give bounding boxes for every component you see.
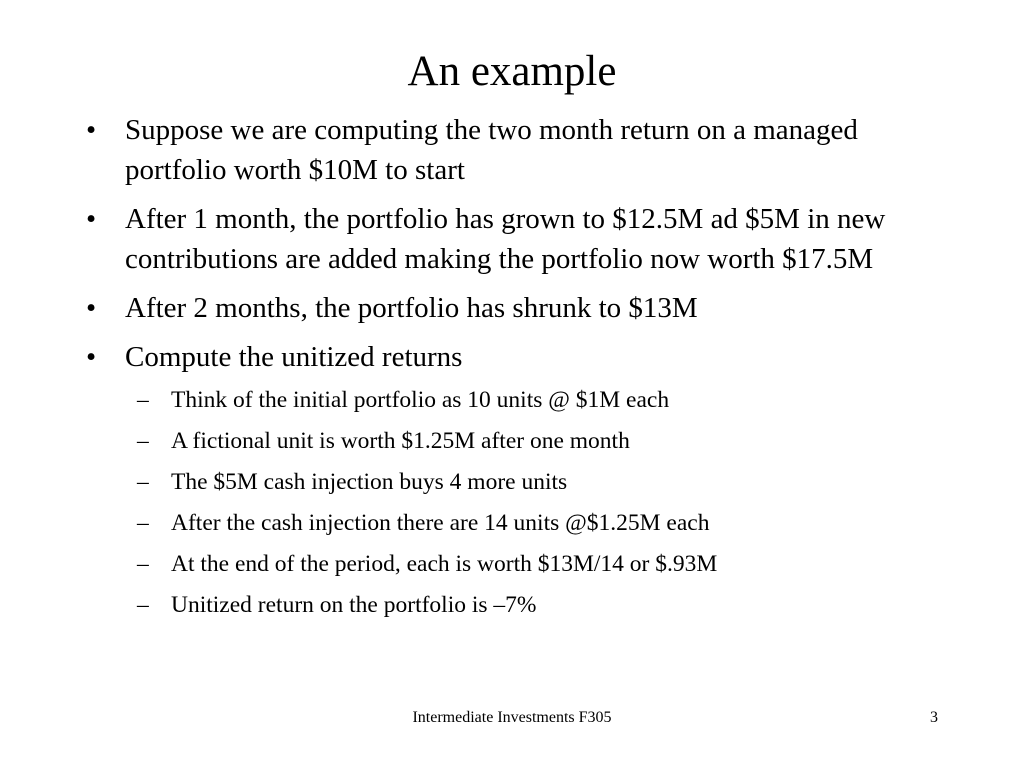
sub-bullet-marker: – <box>137 428 149 454</box>
sub-bullet-item <box>0 508 945 539</box>
sub-bullet-marker: – <box>137 551 149 577</box>
bullet-text: After 1 month, the portfolio has grown to $12.5M ad $5M in new contributions are added making the portfolio now worth $17.5M <box>125 203 886 275</box>
bullet-item <box>0 199 945 279</box>
sub-bullet-text: The $5M cash injection buys 4 more units <box>171 469 568 495</box>
sub-bullet-marker: – <box>137 469 149 495</box>
bullet-item <box>0 337 945 621</box>
bullet-item <box>0 110 945 190</box>
sub-bullet-text: At the end of the period, each is worth $13M/14 or $.93M <box>171 551 718 577</box>
page-number: 3 <box>930 709 938 726</box>
sub-bullet-text: After the cash injection there are 14 units @$1.25M each <box>171 510 710 536</box>
sub-bullet-text: Unitized return on the portfolio is –7% <box>171 592 537 618</box>
sub-bullet-marker: – <box>137 592 149 618</box>
sub-bullet-text: Think of the initial portfolio as 10 units @ $1M each <box>171 387 670 413</box>
sub-bullet-item <box>0 590 945 621</box>
bullet-list <box>0 110 1024 631</box>
sub-bullet-item <box>0 467 945 498</box>
slide-title: An example <box>407 48 617 95</box>
bullet-item <box>0 288 945 328</box>
bullet-text: After 2 months, the portfolio has shrunk to $13M <box>125 292 698 324</box>
sub-bullet-item <box>0 549 945 580</box>
sub-bullet-list <box>0 385 945 621</box>
sub-bullet-item <box>0 385 945 416</box>
bullet-marker: • <box>86 292 97 324</box>
bullet-text: Compute the unitized returns <box>125 341 463 373</box>
bullet-marker: • <box>86 341 97 373</box>
sub-bullet-item <box>0 426 945 457</box>
bullet-text: Suppose we are computing the two month return on a managed portfolio worth $10M to start <box>125 114 858 186</box>
bullet-marker: • <box>86 203 97 235</box>
sub-bullet-marker: – <box>137 510 149 536</box>
bullet-marker: • <box>86 114 97 146</box>
sub-bullet-text: A fictional unit is worth $1.25M after one month <box>171 428 630 454</box>
footer-course-title: Intermediate Investments F305 <box>412 709 612 726</box>
sub-bullet-marker: – <box>137 387 149 413</box>
